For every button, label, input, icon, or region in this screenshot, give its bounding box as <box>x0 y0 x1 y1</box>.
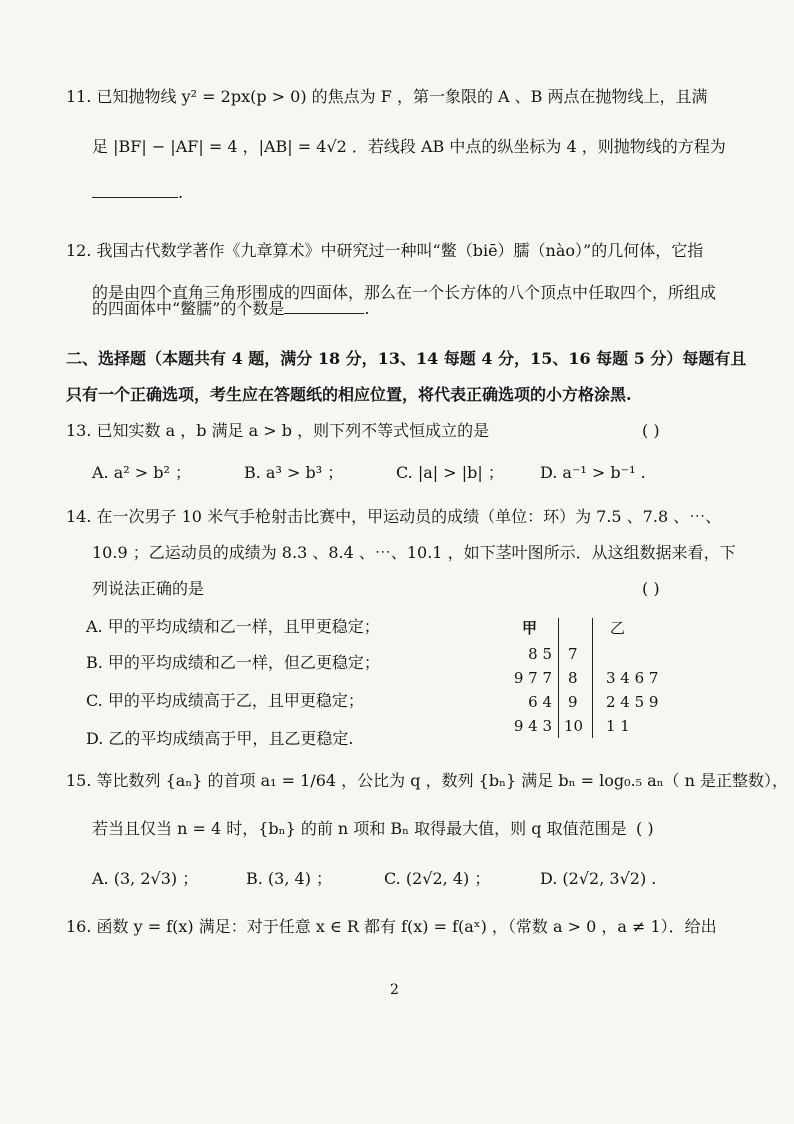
q13-option-b[interactable]: B. a³ > b³ ； <box>244 463 344 482</box>
q14-answer-paren[interactable]: ( ) <box>642 579 660 598</box>
q16-line1: 16. 函数 y = f(x) 满足：对于任意 x ∈ R 都有 f(x) = f(aˣ) ，（常数 a > 0 ，a ≠ 1）．给出 <box>66 917 717 936</box>
stemleaf-row1-stem: 7 <box>568 645 578 663</box>
stemleaf-row2-left: 9 7 7 <box>513 669 552 687</box>
q14-option-a[interactable]: A. 甲的平均成绩和乙一样，且甲更稳定； <box>86 617 380 636</box>
q15-option-a[interactable]: A. (3, 2√3) ； <box>92 869 199 888</box>
q15-option-c[interactable]: C. (2√2, 4) ； <box>384 869 491 888</box>
section2-line1: 二、选择题（本题共有 4 题，满分 18 分，13、14 每题 4 分，15、16 每题 5 分）每题有且 <box>66 349 747 368</box>
q15-option-d[interactable]: D. (2√2, 3√2) . <box>540 869 657 888</box>
stemleaf-row2-right: 3 4 6 7 <box>606 669 659 687</box>
q14-line1: 14. 在一次男子 10 米气手枪射击比赛中，甲运动员的成绩（单位：环）为 7.5 、7.8 、⋯、 <box>66 507 722 526</box>
q13-option-a[interactable]: A. a² > b² ； <box>92 463 192 482</box>
q15-option-b[interactable]: B. (3, 4) ； <box>246 869 333 888</box>
q14-option-b[interactable]: B. 甲的平均成绩和乙一样，但乙更稳定； <box>86 653 380 672</box>
stemleaf-left-header: 甲 <box>522 619 538 637</box>
q12-line2: 的是由四个直角三角形围成的四面体，那么在一个长方体的八个顶点中任取四个，所组成 <box>92 283 717 302</box>
stemleaf-right-header: 乙 <box>610 619 626 637</box>
q15-line1: 15. 等比数列 {aₙ} 的首项 a₁ = 1/64 ，公比为 q ，数列 {bₙ} 满足 bₙ = log₀.₅ aₙ（ n 是正整数）， <box>66 771 789 790</box>
stem-leaf-plot <box>492 618 722 738</box>
q13-option-c[interactable]: C. |a| > |b| ； <box>396 463 504 482</box>
q14-option-c[interactable]: C. 甲的平均成绩高于乙，且甲更稳定； <box>86 691 364 710</box>
stemleaf-row3-left: 6 4 <box>528 693 552 711</box>
q14-line3: 列说法正确的是 <box>92 579 205 598</box>
stemleaf-row3-right: 2 4 5 9 <box>606 693 659 711</box>
q11-line1: 11. 已知抛物线 y² = 2px(p > 0) 的焦点为 F ，第一象限的 A 、B 两点在抛物线上，且满 <box>66 87 708 106</box>
section2-line2: 只有一个正确选项，考生应在答题纸的相应位置，将代表正确选项的小方格涂黑. <box>66 385 632 404</box>
stem-divider-left <box>558 618 559 738</box>
q15-answer-paren[interactable]: ( ) <box>636 819 654 838</box>
q11-answer-blank[interactable] <box>92 183 178 198</box>
q12-line1: 12. 我国古代数学著作《九章算术》中研究过一种叫“鳖（biē）臑（nào）”的几何体，它指 <box>66 241 704 260</box>
q11-line3 <box>92 182 183 204</box>
q13-option-d[interactable]: D. a⁻¹ > b⁻¹ . <box>540 463 646 482</box>
stemleaf-row4-right: 1 1 <box>606 717 630 735</box>
stemleaf-row1-left: 8 5 <box>528 645 552 663</box>
q13-stem: 13. 已知实数 a ，b 满足 a > b ，则下列不等式恒成立的是 <box>66 421 490 440</box>
page-number: 2 <box>390 982 399 998</box>
q12-answer-blank[interactable] <box>284 299 364 314</box>
q12-line3-text <box>92 298 369 320</box>
q13-answer-paren[interactable]: ( ) <box>642 421 660 440</box>
q11-line2: 足 |BF| − |AF| = 4 ，|AB| = 4√2 ．若线段 AB 中点的纵坐标为 4 ，则抛物线的方程为 <box>92 137 726 156</box>
q15-line2: 若当且仅当 n = 4 时，{bₙ} 的前 n 项和 Bₙ 取得最大值，则 q 取值范围是 <box>92 819 627 838</box>
q12-line3-label: 的四面体中“鳖臑”的个数是 <box>92 299 285 318</box>
q11-line3-end: . <box>178 183 184 202</box>
stemleaf-row4-left: 9 4 3 <box>513 717 552 735</box>
stemleaf-row2-stem: 8 <box>568 669 578 687</box>
stemleaf-row3-stem: 9 <box>568 693 578 711</box>
q12-line3-end: . <box>364 299 370 318</box>
q14-option-d[interactable]: D. 乙的平均成绩高于甲，且乙更稳定. <box>86 729 354 748</box>
q14-line2: 10.9 ；乙运动员的成绩为 8.3 、8.4 、⋯、10.1 ，如下茎叶图所示．从这组数据来看，下 <box>92 543 736 562</box>
stem-divider-right <box>592 618 593 738</box>
stemleaf-row4-stem: 10 <box>564 717 584 735</box>
